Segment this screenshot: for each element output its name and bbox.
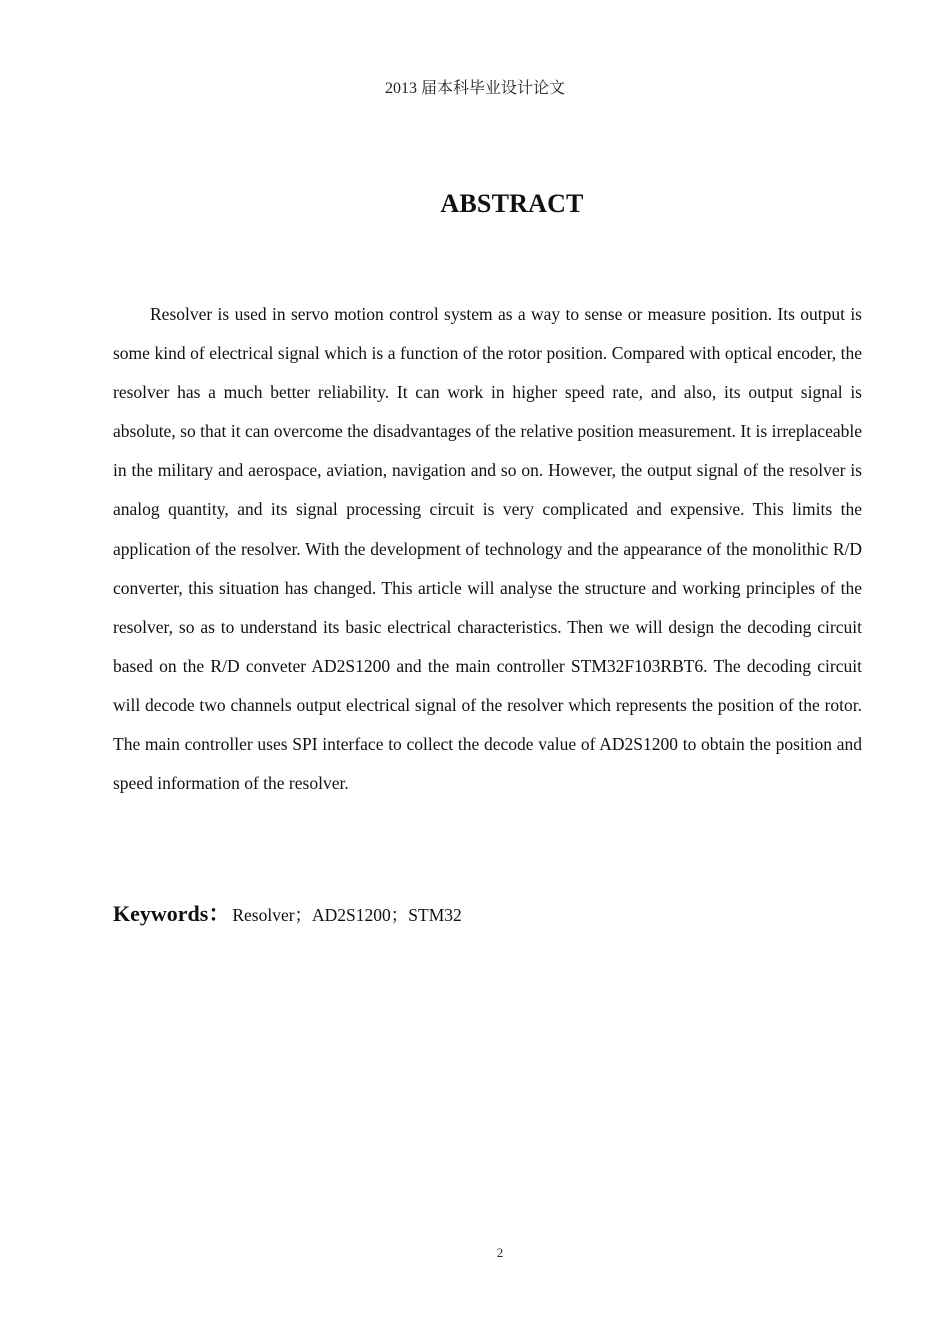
page-number: 2 (496, 1245, 504, 1260)
keywords-line (113, 896, 862, 935)
abstract-title: ABSTRACT (440, 189, 584, 218)
abstract-paragraph: Resolver is used in servo motion control system as a way to sense or measure position. Its output is some kind of electrical signal which is a function of the rotor position. Compared with optical encoder, the resolver has a much better reliability. It can work in higher speed rate, and also, its output signal is absolute, so that it can overcome the disadvantages of the relative position measurement. It is irreplaceable in the military and aerospace, aviation, navigation and so on. However, the output signal of the resolver is analog quantity, and its signal processing circuit is very complicated and expensive. This limits the application of the resolver. With the development of technology and the appearance of the monolithic R/D converter, this situation has changed. This article will analyse the structure and working principles of the resolver, so as to understand its basic electrical characteristics. Then we will design the decoding circuit based on the R/D conveter AD2S1200 and the main controller STM32F103RBT6. The decoding circuit will decode two channels output electrical signal of the resolver which represents the position of the rotor. The main controller uses SPI interface to collect the decode value of AD2S1200 to obtain the position and speed information of the resolver. (113, 304, 862, 794)
page-header: 2013 届本科毕业设计论文 (384, 80, 565, 97)
keywords-value: Resolver；AD2S1200；STM32 (232, 905, 462, 925)
keywords-label: Keywords： (113, 901, 231, 926)
